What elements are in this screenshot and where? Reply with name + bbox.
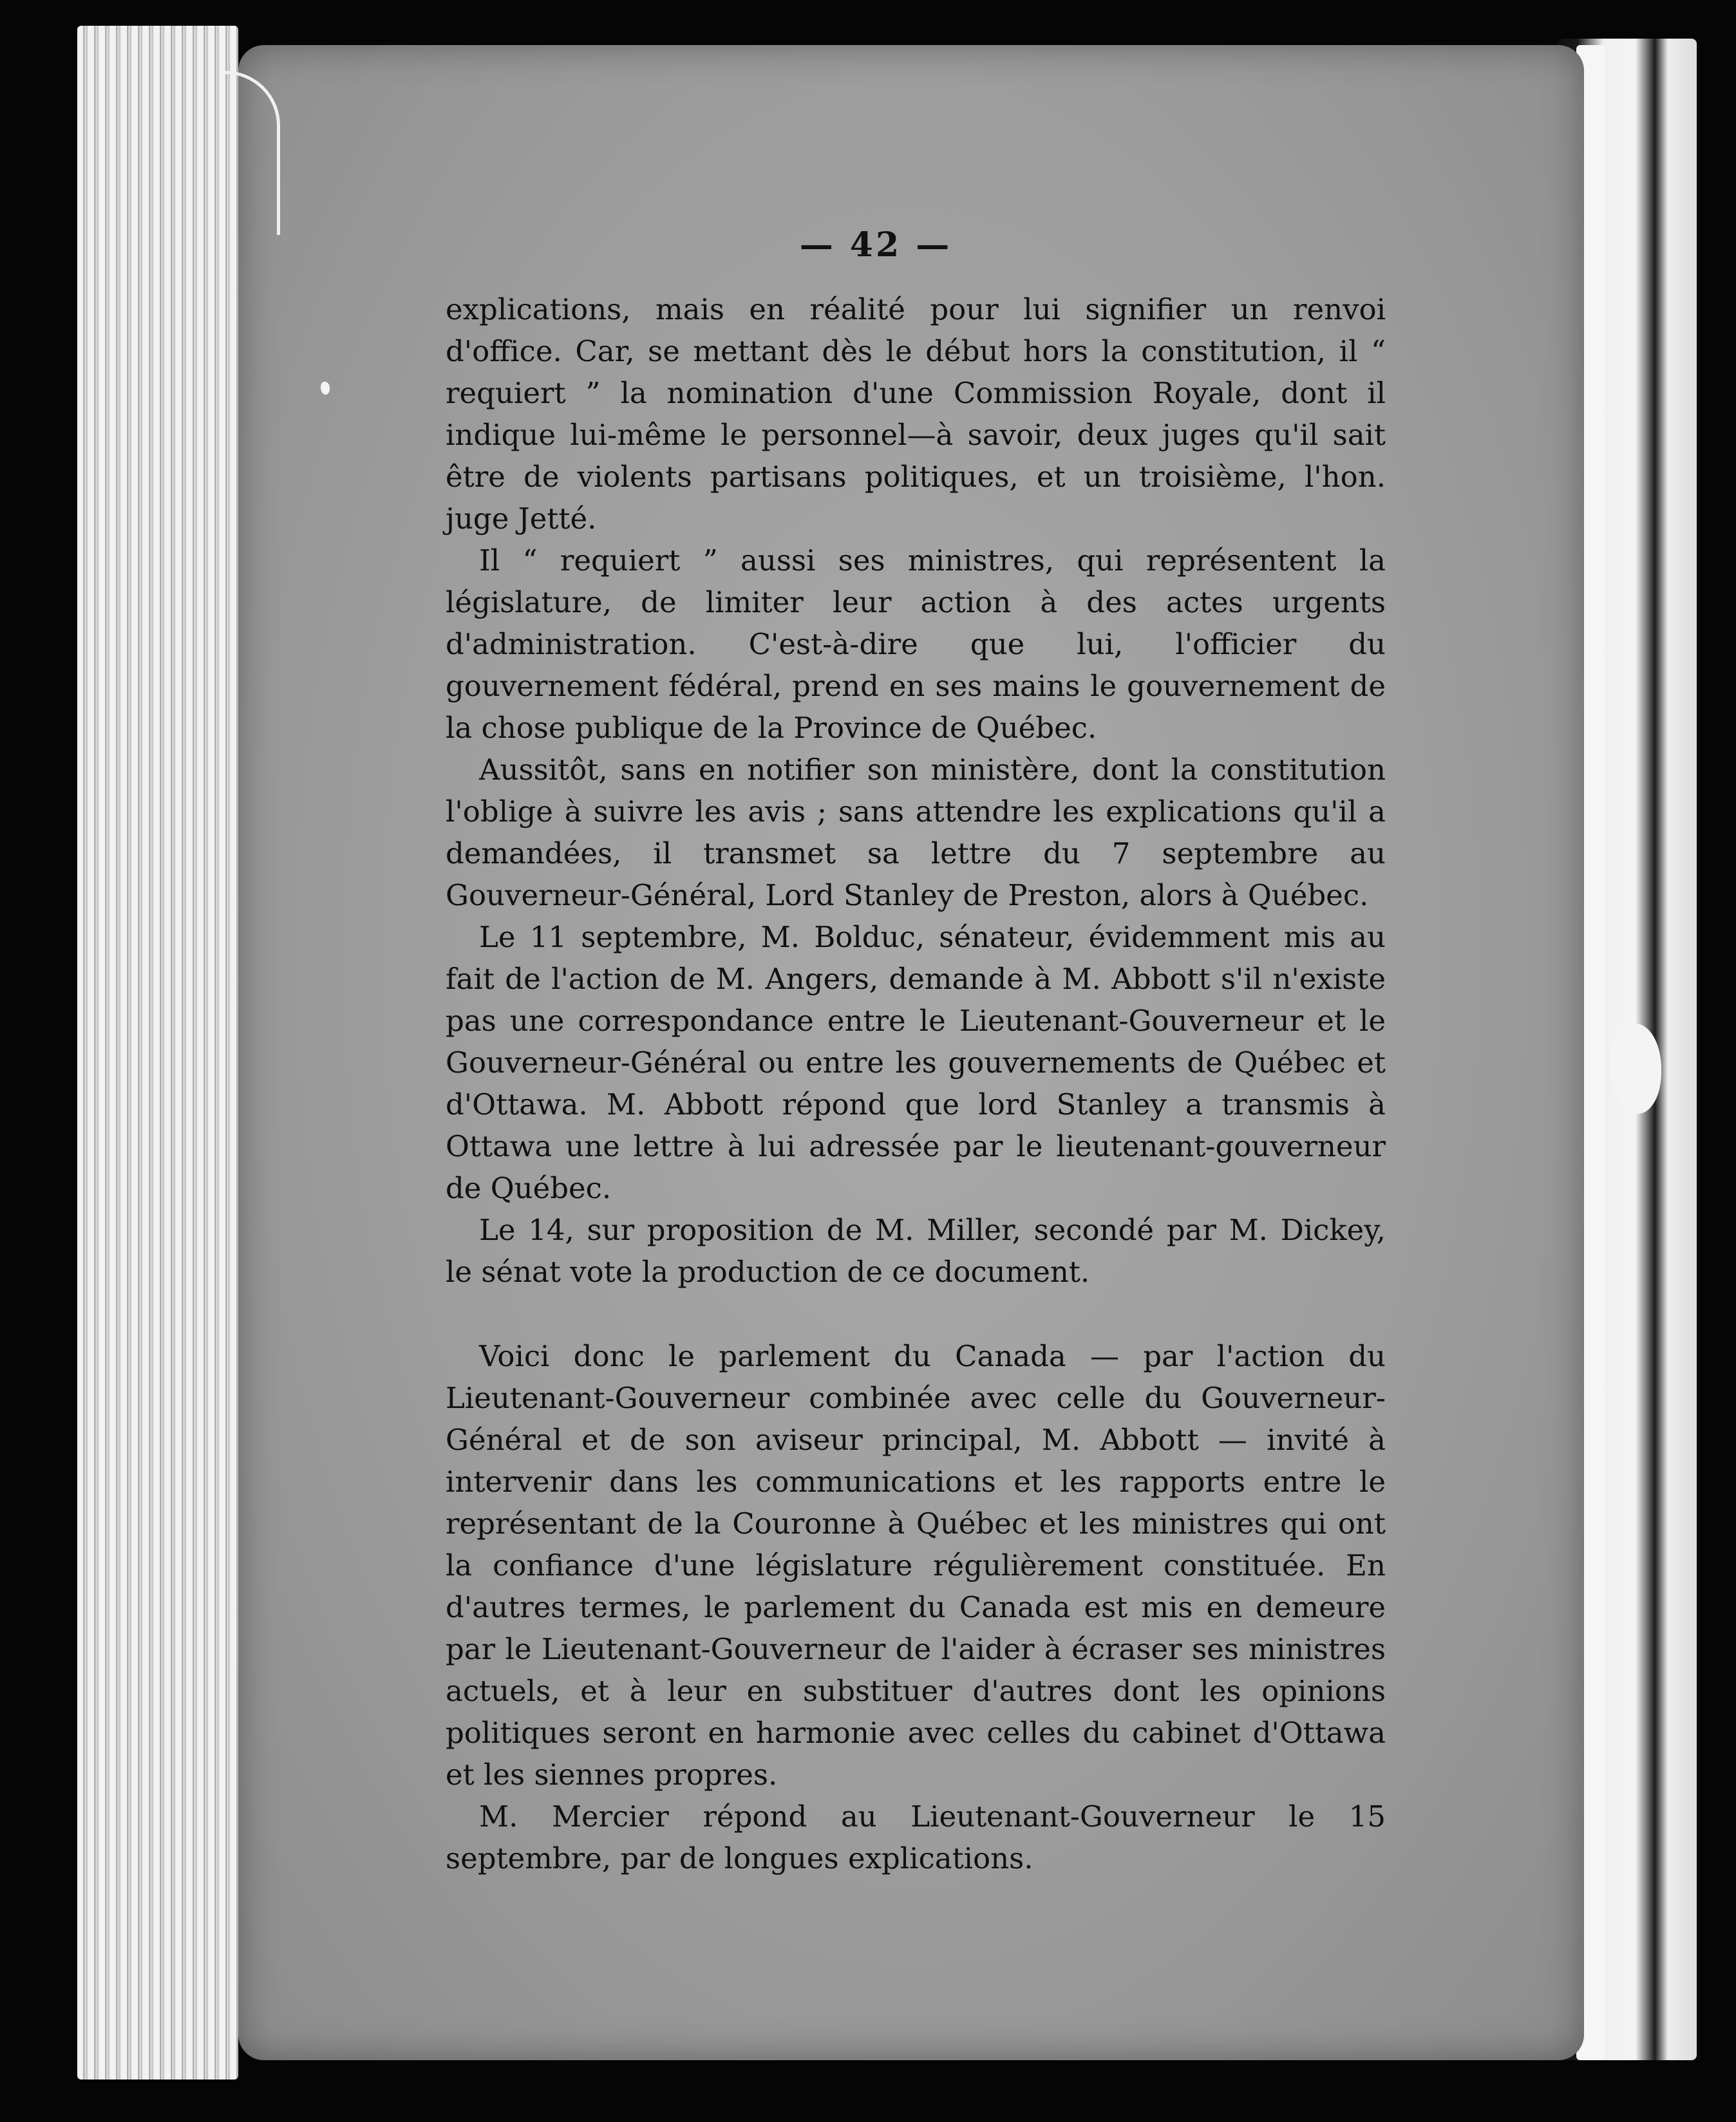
paragraph: M. Mercier répond au Lieutenant-Gouverneur le 15 septembre, par de longues explications.	[446, 1799, 1386, 1875]
paragraph: Il “ requiert ” aussi ses ministres, qui représentent la législature, de limiter leur action à des actes urgents d'administration. C'est-à-dire que lui, l'officier du gouvernement fédéral, prend en ses mains le gouvernement de la chose publique de la Province de Québec.	[446, 543, 1386, 745]
page-number: — 42 —	[799, 225, 952, 265]
paragraph: Voici donc le parlement du Canada — par l'action du Lieutenant-Gouverneur combinée avec celle du Gouverneur-Général et de son aviseur principal, M. Abbott — invité à intervenir dans les communications et les rapports entre le représentant de la Couronne à Québec et les ministres qui ont la confiance d'une législature régulièrement constituée. En d'autres termes, le parlement du Canada est mis en demeure par le Lieutenant-Gouverneur de l'aider à écraser ses ministres actuels, et à leur en substituer d'autres dont les opinions politiques seront en harmonie avec celles du cabinet d'Ottawa et les siennes propres.	[446, 1339, 1386, 1792]
page-body-text	[446, 288, 1386, 1879]
book-page-edges	[77, 26, 238, 2080]
paragraph: Le 14, sur proposition de M. Miller, secondé par M. Dickey, le sénat vote la production de ce document.	[446, 1213, 1386, 1289]
paragraph: Aussitôt, sans en notifier son ministère, dont la constitution l'oblige à suivre les avis ; sans attendre les explications qu'il a demandées, il transmet sa lettre du 7 septembre au Gouverneur-Général, Lord Stanley de Preston, alors à Québec.	[446, 753, 1386, 912]
section-gap	[446, 1293, 1386, 1335]
film-blemish	[321, 382, 330, 395]
paragraph: Le 11 septembre, M. Bolduc, sénateur, évidemment mis au fait de l'action de M. Angers, demande à M. Abbott s'il n'existe pas une correspondance entre le Lieutenant-Gouverneur et le Gouverneur-Général ou entre les gouvernements de Québec et d'Ottawa. M. Abbott répond que lord Stanley a transmis à Ottawa une lettre à lui adressée par le lieutenant-gouverneur de Québec.	[446, 920, 1386, 1205]
paragraph: explications, mais en réalité pour lui signifier un renvoi d'office. Car, se mettant dès le début hors la constitution, il “ requiert ” la nomination d'une Commission Royale, dont il indique lui-même le personnel—à savoir, deux juges qu'il sait être de violents partisans politiques, et un troisième, l'hon. juge Jetté.	[446, 292, 1386, 536]
